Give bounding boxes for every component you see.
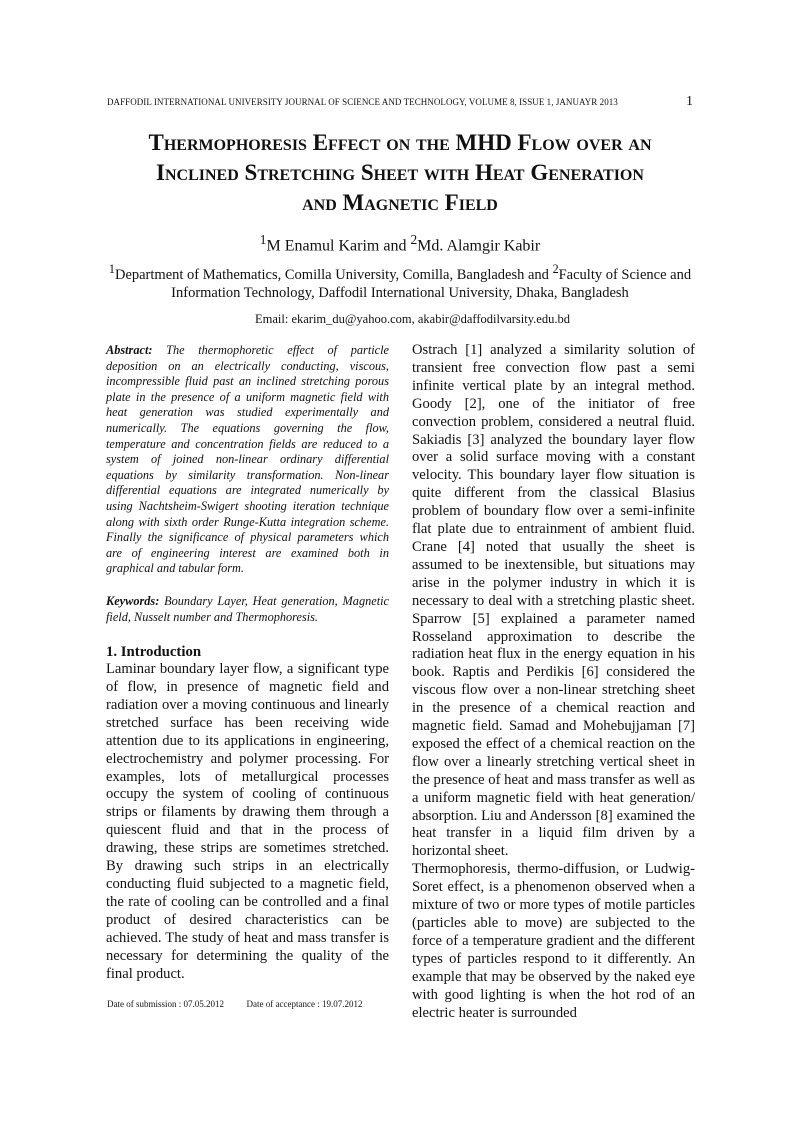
abstract bbox=[106, 343, 389, 577]
right-paragraph-1: Ostrach [1] analyzed a similarity solution of transient free convection flow past a semi infinite vertical plate by an integral method. Goody [2], one of the initiator of free convection problem, considered a neutral fluid. Sakiadis [3] analyzed the boundary layer flow over a solid surface moving with a constant velocity. This boundary layer flow situation is quite different from the classical Blasius problem of boundary flow over a semi-infinite flat plate due to entrainment of ambient fluid. Crane [4] noted that usually the sheet is assumed to be inextensible, but situations may arise in the polymer industry in which it is necessary to deal with a stretching plastic sheet. Sparrow [5] explained a parameter named Rosseland approximation to describe the radiation heat flux in the energy equation in his book. Raptis and Perdikis [6] considered the viscous flow over a non-linear stretching sheet in the presence of a chemical reaction and magnetic field. Samad and Mohebujjaman [7] exposed the effect of a chemical reaction on the flow over a linearly stretching vertical sheet in the presence of heat and mass transfer as well as a uniform magnetic field with heat generation/ absorption. Liu and Andersson [8] examined the heat transfer in a liquid film driven by a horizontal sheet. bbox=[412, 342, 695, 860]
keywords bbox=[106, 594, 389, 625]
title-line-3: and Magnetic Field bbox=[302, 190, 498, 215]
title-line-2: Inclined Stretching Sheet with Heat Generation bbox=[156, 160, 644, 185]
affiliation-2-superscript: 2 bbox=[552, 262, 559, 276]
affiliation-1-superscript: 1 bbox=[108, 262, 115, 276]
section-heading-introduction: 1. Introduction bbox=[106, 644, 202, 661]
left-column bbox=[106, 343, 389, 983]
page-number: 1 bbox=[686, 94, 693, 109]
affiliation-2-text: Faculty of Science and Information Technology, Daffodil International University, Dhaka, Bangladesh bbox=[171, 266, 692, 301]
author-1-name: M Enamul Karim and bbox=[266, 237, 411, 255]
right-paragraph-2: Thermophoresis, thermo-diffusion, or Ludwig-Soret effect, is a phenomenon observed when a mixture of two or more types of motile particles (particles able to move) are subjected to the force of a temperature gradient and the different types of particles respond to it differently. An example that may be observed by the naked eye with good lighting is when the hot rod of an electric heater is surrounded bbox=[412, 861, 695, 1021]
author-2-superscript: 2 bbox=[410, 232, 418, 247]
submission-date: Date of submission : 07.05.2012 bbox=[107, 999, 224, 1009]
email-text: Email: ekarim_du@yahoo.com, akabir@daffodilvarsity.edu.bd bbox=[255, 312, 570, 326]
keywords-label: Keywords: bbox=[106, 593, 160, 608]
right-column bbox=[412, 342, 695, 1022]
author-line bbox=[0, 232, 800, 255]
abstract-label: Abstract: bbox=[106, 343, 153, 357]
abstract-text: The thermophoretic effect of particle deposition on an electrically conducting, viscous, incompressible fluid past an inclined stretching porous plate in the presence of a uniform magnetic field with heat generation was studied experimentally and numerically. The equations governing the flow, temperature and concentration fields are reduced to a system of joined non-linear ordinary differential equations by similarity transformation. Non-linear differential equations are integrated numerically by using Nachtsheim-Swigert shooting iteration technique along with sixth order Runge-Kutta integration scheme. Finally the significance of physical parameters which are of engineering interest are examined both in graphical and tabular form. bbox=[106, 343, 389, 576]
author-1-superscript: 1 bbox=[259, 232, 267, 247]
title-line-1: Thermophoresis Effect on the MHD Flow over an bbox=[148, 130, 652, 155]
paper-title bbox=[40, 128, 760, 218]
footer-dates bbox=[107, 999, 362, 1009]
affiliation-1-text: Department of Mathematics, Comilla University, Comilla, Bangladesh and bbox=[114, 266, 553, 283]
acceptance-date: Date of acceptance : 19.07.2012 bbox=[246, 999, 363, 1009]
introduction-paragraph: Laminar boundary layer flow, a significant type of flow, in presence of magnetic field and radiation over a moving continuous and linearly stretched surface has been receiving wide attention due to its applications in engineering, electrochemistry and polymer processing. For examples, lots of metallurgical processes occupy the system of cooling of continuous strips or filaments by drawing them through a quiescent fluid and that in the process of drawing, these strips are sometimes stretched. By drawing such strips in an electrically conducting fluid subjected to a magnetic field, the rate of cooling can be controlled and a final product of desired characteristics can be achieved. The study of heat and mass transfer is necessary for determining the quality of the final product. bbox=[106, 661, 389, 982]
running-head: DAFFODIL INTERNATIONAL UNIVERSITY JOURNAL OF SCIENCE AND TECHNOLOGY, VOLUME 8, ISSUE 1, JANUAYR 2013 bbox=[107, 97, 618, 107]
author-2-name: Md. Alamgir Kabir bbox=[417, 237, 541, 255]
keywords-text: Boundary Layer, Heat generation, Magnetic field, Nusselt number and Thermophoresis. bbox=[106, 593, 389, 624]
affiliation bbox=[90, 260, 710, 302]
